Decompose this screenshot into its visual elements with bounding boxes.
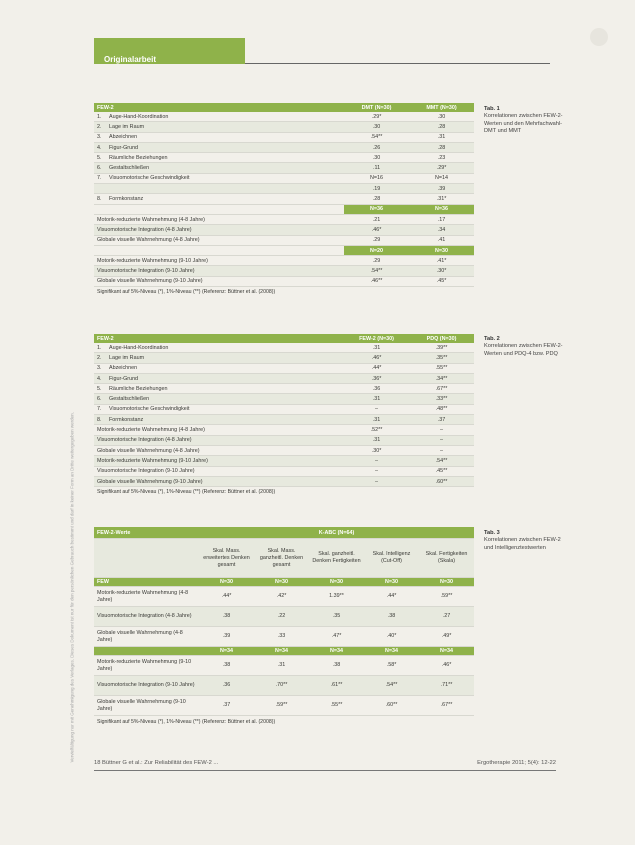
row-value: .31 [344, 394, 409, 404]
row-value: .41 [409, 235, 474, 245]
row-label: Formkonstanz [106, 194, 344, 204]
side-copyright-text: Vervielfältigung nur mit Genehmigung des Verlages. Dieses Dokument ist nur für den persönlichen Gebrauch bestimmt und darf in keiner Form an Dritte weitergegeben werden. [69, 412, 75, 763]
row-value: .31 [344, 435, 409, 445]
row-value: .44* [199, 587, 254, 607]
row-value: .36 [199, 676, 254, 696]
row-value: .58* [364, 656, 419, 676]
row-value: N=14 [409, 173, 474, 183]
row-value: N=16 [344, 173, 409, 183]
row-value: .49* [419, 627, 474, 647]
row-value: – [409, 445, 474, 455]
row-value: .31 [344, 343, 409, 353]
row-index: 7. [94, 173, 106, 183]
row-label: Globale visuelle Wahrnehmung (9-10 Jahre) [94, 696, 199, 716]
table-row [94, 425, 474, 435]
row-label: Abzeichnen [106, 132, 344, 142]
row-value: .22 [254, 607, 309, 627]
row-value: .31* [409, 194, 474, 204]
table-header-cell: FEW-2 [94, 103, 344, 112]
row-value: .60** [409, 476, 474, 486]
row-value: .41* [409, 256, 474, 266]
row-value: .71** [419, 676, 474, 696]
table-row [94, 276, 474, 286]
table-row [94, 456, 474, 466]
group-n-cell: N=34 [309, 647, 364, 656]
row-value: .28 [409, 122, 474, 132]
spacer-cell [94, 245, 344, 255]
table-row [94, 445, 474, 455]
row-value: – [409, 425, 474, 435]
row-value: .54** [344, 266, 409, 276]
table-row [94, 676, 474, 696]
group-n-cell: N=30 [419, 578, 474, 587]
table-row [94, 373, 474, 383]
row-label: Räumliche Beziehungen [106, 153, 344, 163]
row-value: .52** [344, 425, 409, 435]
row-index [94, 184, 106, 194]
group-n-cell: N=20 [344, 245, 409, 255]
row-label: Visuomotorische Integration (4-8 Jahre) [94, 225, 344, 235]
row-value: .47* [309, 627, 364, 647]
row-value: – [344, 476, 409, 486]
row-label: Auge-Hand-Koordination [106, 343, 344, 353]
row-value: .38 [199, 656, 254, 676]
caption-3 [484, 530, 564, 552]
table-row [94, 194, 474, 204]
row-value: .29* [344, 112, 409, 122]
table-footnote-row [94, 716, 474, 728]
row-value: .27 [419, 607, 474, 627]
row-value: .19 [344, 184, 409, 194]
table-row [94, 266, 474, 276]
subheader-cell: Skal. ganzheitl. Denken Fertigkeiten [309, 539, 364, 578]
group-n-cell: N=36 [409, 204, 474, 214]
table-row [94, 587, 474, 607]
row-value: .33 [254, 627, 309, 647]
table-row [94, 394, 474, 404]
group-header-row [94, 647, 474, 656]
row-value: .30* [409, 266, 474, 276]
table-row [94, 607, 474, 627]
row-index: 2. [94, 353, 106, 363]
row-label: Motorik-reduzierte Wahrnehmung (9-10 Jahre) [94, 656, 199, 676]
caption-1-label: Tab. 1 [484, 106, 500, 112]
table-row [94, 627, 474, 647]
row-index: 2. [94, 122, 106, 132]
row-label: Visuomotorische Integration (4-8 Jahre) [94, 435, 344, 445]
table-footnote: Signifikant auf 5%-Niveau (*), 1%-Niveau (**) (Referenz: Büttner et al. (2008)) [97, 718, 276, 725]
row-index: 4. [94, 142, 106, 152]
table-row [94, 163, 474, 173]
row-value: .46** [344, 276, 409, 286]
row-value: .29 [344, 256, 409, 266]
table-header-cell: MMT (N=30) [409, 103, 474, 112]
row-value: .70** [254, 676, 309, 696]
table-subheader-row [94, 539, 474, 578]
row-label: Visuomotorische Integration (9-10 Jahre) [94, 266, 344, 276]
row-value: .23 [409, 153, 474, 163]
caption-3-text: Korrelationen zwischen FEW-2 und Intelligenztestwerten [484, 537, 561, 551]
row-value: .46* [419, 656, 474, 676]
table-row [94, 435, 474, 445]
row-value: .28 [409, 142, 474, 152]
row-value: .45** [409, 466, 474, 476]
row-value: .31 [409, 132, 474, 142]
row-value: 1.39** [309, 587, 364, 607]
row-value: .39 [199, 627, 254, 647]
table-header-row [94, 527, 474, 539]
row-value: .34** [409, 373, 474, 383]
table-row [94, 132, 474, 142]
row-value: .42* [254, 587, 309, 607]
table-row [94, 214, 474, 224]
row-label: Motorik-reduzierte Wahrnehmung (4-8 Jahre) [94, 587, 199, 607]
row-label: Gestaltschließen [106, 163, 344, 173]
row-label: Visuomotorische Integration (4-8 Jahre) [94, 607, 199, 627]
row-value: .46* [344, 225, 409, 235]
row-label: Visuomotorische Geschwindigkeit [106, 173, 344, 183]
row-label: Abzeichnen [106, 363, 344, 373]
table-row [94, 173, 474, 183]
table-row [94, 363, 474, 373]
row-value: .35 [309, 607, 364, 627]
row-value: – [344, 404, 409, 414]
row-label: Motorik-reduzierte Wahrnehmung (9-10 Jahre) [94, 256, 344, 266]
table-row [94, 415, 474, 425]
page-corner-mark [590, 28, 608, 46]
row-index: 3. [94, 363, 106, 373]
caption-3-label: Tab. 3 [484, 530, 500, 536]
caption-1-text: Korrelationen zwischen FEW-2-Werten und den Mehrfachwahl-DMT und MMT [484, 113, 563, 135]
table-footnote-row [94, 487, 474, 497]
table-row [94, 476, 474, 486]
row-value: .60** [364, 696, 419, 716]
table-row [94, 343, 474, 353]
row-value: .67** [419, 696, 474, 716]
group-n-cell: N=30 [364, 578, 419, 587]
row-value: .36* [344, 373, 409, 383]
side-copyright [62, 90, 75, 770]
subheader-cell: Skal. Mass. erweitertes Denken gesamt [199, 539, 254, 578]
row-value: – [409, 435, 474, 445]
caption-1 [484, 106, 564, 136]
table-3 [94, 527, 474, 727]
table-row [94, 466, 474, 476]
row-value: .59** [419, 587, 474, 607]
row-value: .36 [344, 384, 409, 394]
row-value: .29 [344, 235, 409, 245]
row-value: .46* [344, 353, 409, 363]
table-header-cell: DMT (N=30) [344, 103, 409, 112]
row-value: .55** [409, 363, 474, 373]
row-value: .45* [409, 276, 474, 286]
row-value: .38 [364, 607, 419, 627]
row-value: .54** [409, 456, 474, 466]
row-value: .39 [409, 184, 474, 194]
row-label: Lage im Raum [106, 353, 344, 363]
table-row [94, 696, 474, 716]
group-n-cell [94, 647, 199, 656]
row-index: 3. [94, 132, 106, 142]
row-value: .30 [344, 153, 409, 163]
row-label: Motorik-reduzierte Wahrnehmung (4-8 Jahre) [94, 425, 344, 435]
row-value: .30* [344, 445, 409, 455]
group-header-row [94, 245, 474, 255]
row-value: .44* [364, 587, 419, 607]
header-rule [245, 63, 550, 64]
footer-rule [94, 770, 556, 771]
spacer-cell [94, 539, 199, 578]
table-row [94, 656, 474, 676]
row-value: .21 [344, 214, 409, 224]
row-label: Motorik-reduzierte Wahrnehmung (4-8 Jahre) [94, 214, 344, 224]
row-value: .17 [409, 214, 474, 224]
subheader-cell: Skal. Fertigkeiten (Skala) [419, 539, 474, 578]
row-value: .11 [344, 163, 409, 173]
table-footnote-row [94, 287, 474, 297]
row-label: Globale visuelle Wahrnehmung (4-8 Jahre) [94, 445, 344, 455]
row-index: 7. [94, 404, 106, 414]
row-value: .31 [254, 656, 309, 676]
row-value: .38 [309, 656, 364, 676]
spacer-cell [94, 204, 344, 214]
row-value: .30 [409, 112, 474, 122]
row-value: .59** [254, 696, 309, 716]
row-label: Lage im Raum [106, 122, 344, 132]
row-index: 4. [94, 373, 106, 383]
table-footnote: Signifikant auf 5%-Niveau (*), 1%-Niveau (**) (Referenz: Büttner et al. (2008)) [97, 288, 276, 295]
row-index: 5. [94, 153, 106, 163]
row-value: .54** [344, 132, 409, 142]
table-row [94, 404, 474, 414]
row-value: – [344, 466, 409, 476]
row-label: Globale visuelle Wahrnehmung (9-10 Jahre) [94, 276, 344, 286]
table-2 [94, 334, 474, 496]
footer-right: Ergotherapie 2011; 5(4): 12-22 [477, 760, 556, 766]
group-n-cell: N=30 [409, 245, 474, 255]
row-label: Figur-Grund [106, 373, 344, 383]
row-label: Gestaltschließen [106, 394, 344, 404]
section-label: Originalarbeit [94, 38, 245, 64]
table-header-cell: FEW-2-Werte [94, 527, 199, 539]
row-label: Formkonstanz [106, 415, 344, 425]
row-value: .31 [344, 415, 409, 425]
row-label: Motorik-reduzierte Wahrnehmung (9-10 Jahre) [94, 456, 344, 466]
row-label: Visuomotorische Integration (9-10 Jahre) [94, 676, 199, 696]
row-value: .26 [344, 142, 409, 152]
group-n-cell: N=34 [199, 647, 254, 656]
row-label: Globale visuelle Wahrnehmung (4-8 Jahre) [94, 627, 199, 647]
row-value: .55** [309, 696, 364, 716]
table-row [94, 112, 474, 122]
row-value: .54** [364, 676, 419, 696]
table-footnote: Signifikant auf 5%-Niveau (*), 1%-Niveau (**) (Referenz: Büttner et al. (2008)) [97, 488, 276, 495]
group-header-row [94, 578, 474, 587]
row-label: Globale visuelle Wahrnehmung (9-10 Jahre) [94, 476, 344, 486]
row-value: .38 [199, 607, 254, 627]
table-header-cell: PDQ (N=30) [409, 334, 474, 343]
row-value: .35** [409, 353, 474, 363]
row-value: .67** [409, 384, 474, 394]
row-index: 8. [94, 194, 106, 204]
group-n-cell: N=34 [254, 647, 309, 656]
group-n-cell: FEW [94, 578, 199, 587]
table-row [94, 142, 474, 152]
row-value: .44* [344, 363, 409, 373]
caption-2 [484, 336, 564, 358]
row-value: .28 [344, 194, 409, 204]
caption-2-text: Korrelationen zwischen FEW-2-Werten und PDQ-4 bzw. PDQ [484, 343, 563, 357]
table-row [94, 235, 474, 245]
row-label [106, 184, 344, 194]
table-row [94, 122, 474, 132]
group-header-row [94, 204, 474, 214]
row-value: – [344, 456, 409, 466]
row-value: .39** [409, 343, 474, 353]
table-row [94, 384, 474, 394]
row-index: 6. [94, 394, 106, 404]
row-label: Visuomotorische Integration (9-10 Jahre) [94, 466, 344, 476]
row-label: Figur-Grund [106, 142, 344, 152]
table-header-cell: K-ABC (N=64) [199, 527, 474, 539]
row-label: Visuomotorische Geschwindigkeit [106, 404, 344, 414]
row-value: .33** [409, 394, 474, 404]
table-header-row [94, 103, 474, 112]
row-label: Räumliche Beziehungen [106, 384, 344, 394]
caption-2-label: Tab. 2 [484, 336, 500, 342]
table-row [94, 184, 474, 194]
table-header-row [94, 334, 474, 343]
row-value: .34 [409, 225, 474, 235]
row-index: 5. [94, 384, 106, 394]
table-header-cell: FEW-2 [94, 334, 344, 343]
row-index: 1. [94, 343, 106, 353]
table-row [94, 256, 474, 266]
row-index: 6. [94, 163, 106, 173]
row-index: 1. [94, 112, 106, 122]
group-n-cell: N=36 [344, 204, 409, 214]
row-value: .30 [344, 122, 409, 132]
group-n-cell: N=34 [364, 647, 419, 656]
row-label: Auge-Hand-Koordination [106, 112, 344, 122]
row-value: .40* [364, 627, 419, 647]
table-row [94, 225, 474, 235]
subheader-cell: Skal. Mass. ganzheitl. Denken gesamt [254, 539, 309, 578]
row-value: .29* [409, 163, 474, 173]
table-row [94, 153, 474, 163]
subheader-cell: Skal. Intelligenz (Cut-Off) [364, 539, 419, 578]
table-header-cell: FEW-2 (N=30) [344, 334, 409, 343]
row-index: 8. [94, 415, 106, 425]
group-n-cell: N=30 [309, 578, 364, 587]
row-label: Globale visuelle Wahrnehmung (4-8 Jahre) [94, 235, 344, 245]
group-n-cell: N=30 [254, 578, 309, 587]
row-value: .61** [309, 676, 364, 696]
row-value: .37 [199, 696, 254, 716]
group-n-cell: N=30 [199, 578, 254, 587]
group-n-cell: N=34 [419, 647, 474, 656]
table-row [94, 353, 474, 363]
footer-left: 18 Büttner G et al.: Zur Reliabilität des FEW-2 ... [94, 760, 219, 766]
table-1 [94, 103, 474, 296]
row-value: .48** [409, 404, 474, 414]
row-value: .37 [409, 415, 474, 425]
